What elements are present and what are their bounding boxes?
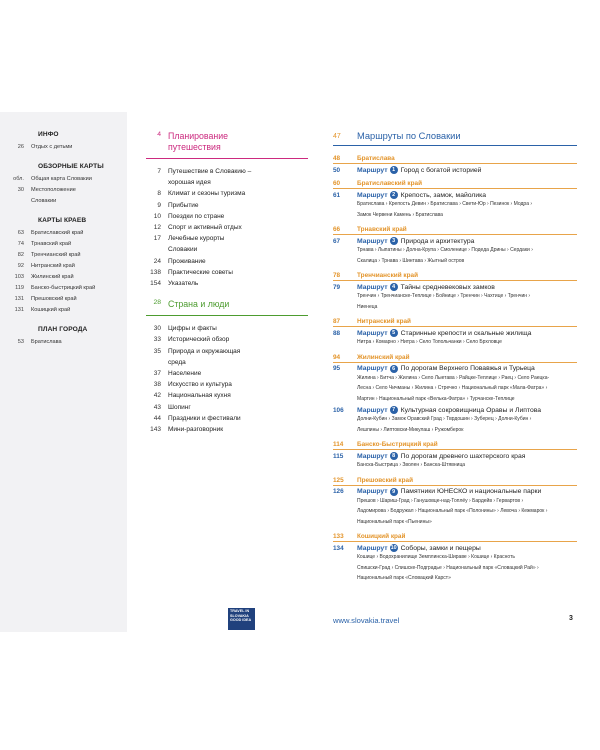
toc-entry[interactable] [146,256,308,267]
route-page: 126 [333,488,344,495]
region-page: 125 [333,476,344,484]
region-block [333,533,577,584]
toc-entry-label: Словакии [168,246,198,254]
routes-heading [333,131,577,146]
routes-heading-title: Маршруты по Словакии [357,131,461,141]
route-page: 95 [333,365,341,372]
plan-section-page: 4 [157,131,161,138]
index-entry-page: 131 [14,296,24,302]
index-entry[interactable] [0,142,127,153]
travel-in-slovakia-logo: TRAVEL IN SLOVAKIA GOOD IDEA [228,608,255,630]
index-entry-label: Банско-быстрицкий край [31,285,96,291]
route-entry[interactable] [333,406,577,414]
index-section-heading: КАРТЫ КРАЕВ [38,217,87,224]
toc-entry[interactable] [146,244,308,255]
route-label: Маршрут [357,237,388,245]
toc-entry-page: 30 [153,325,161,333]
toc-entry-label: Проживание [168,257,206,265]
toc-entry-label: Указатель [168,280,199,288]
route-number-badge: 1 [390,166,398,174]
toc-entry-label: Мини-разговорник [168,426,224,434]
route-places: Банска-Быстрица › Зволен › Банска-Штявница [357,462,466,468]
region-page: 114 [333,441,344,448]
land-section-title: Страна и люди [168,299,230,310]
toc-entry[interactable] [146,390,308,401]
index-entry[interactable] [0,261,127,272]
route-label: Маршрут [357,166,388,174]
region-name: Кошицкий край [357,533,406,540]
route-entry[interactable] [333,488,577,496]
region-heading[interactable] [333,354,577,363]
region-page: 94 [333,353,341,361]
regions-list [333,155,577,584]
route-places: Национальный парк «Словацкий Карст» [357,575,451,581]
toc-entry-label: Спорт и активный отдых [168,224,242,232]
route-title: Тайны средневековых замков [400,283,495,291]
toc-entry-page: 7 [157,168,161,175]
route-places: Мартин › Национальный парк «Велька-Фатра» › Турчанске-Теплице [357,395,515,402]
toc-entry-label: Путешествие в Словакию – [168,168,252,175]
index-entry[interactable] [0,337,127,348]
route-page: 79 [333,283,341,291]
region-name: Тренчианский край [357,272,419,279]
index-section-heading: ПЛАН ГОРОДА [38,326,88,333]
routes-heading-page: 47 [333,132,341,140]
route-places: Ниенеца [357,303,378,310]
toc-entry-page: 24 [153,257,161,265]
plan-items [146,166,308,289]
route-places: Трнава › Лыпатины › Долна-Крупа › Смоленице › Подеда Дрины › Сердаки › [357,247,533,253]
index-entry-label: Нитранский край [31,263,75,269]
region-heading[interactable] [333,533,577,542]
toc-entry-label: Население [168,370,202,378]
route-number-badge: 6 [390,365,398,373]
route-label: Маршрут [357,283,388,291]
toc-entry-label: Праздники и фестивали [168,414,241,422]
region-page: 60 [333,180,341,187]
index-entry-label: Братиславский край [31,230,84,236]
index-entry-page: 119 [15,285,24,291]
region-heading[interactable] [333,441,577,450]
toc-entry-page: 38 [153,381,161,389]
toc-entry-label: Искусство и культура [168,381,232,389]
index-entry[interactable] [0,174,127,185]
left-index [0,131,127,358]
region-heading[interactable] [333,155,577,164]
region-page: 78 [333,272,341,279]
index-section-heading: ИНФО [38,131,59,138]
route-places: Лесна › Село Чичманы › Жилина › Стречно › Национальный парк «Мала-Фатра» › [357,385,548,391]
index-entry[interactable] [0,283,127,294]
toc-entry-page: 43 [153,403,161,411]
route-title: Культурная сокровищница Оравы и Липтова [400,406,542,414]
region-name: Трнавский край [357,226,407,233]
region-name: Прешовский край [357,476,414,484]
route-places: Долни-Кубин › Замок Оравский Град › Тврдошин › Зуберец › Долни-Кубин › [357,416,532,422]
route-title: Город с богатой историей [400,166,482,174]
toc-entry-page: 8 [157,190,161,198]
route-entry[interactable] [333,166,577,174]
toc-entry[interactable] [146,188,308,199]
toc-entry[interactable] [146,200,308,211]
route-places: Национальный парк «Пьенины» [357,518,432,525]
route-number-badge: 7 [390,406,398,414]
region-name: Братислава [357,155,395,162]
route-number-badge: 3 [390,237,398,245]
index-entry-page: 103 [14,274,24,280]
middle-column [146,131,308,435]
toc-entry-page [146,244,168,255]
index-entry-label: Словакии [31,198,57,204]
index-entry-page: 92 [17,263,24,269]
route-entry[interactable] [333,544,577,552]
toc-entry-label: Прибытие [168,201,199,209]
route-entry[interactable] [333,191,577,199]
index-entry-label: Отдых с детьми [31,144,73,150]
route-places: Замок Червени Камень › Братислава [357,211,443,218]
route-label: Маршрут [357,488,388,495]
route-title: По дорогам Верхнего Повавжья и Турьеца [400,365,535,372]
toc-entry[interactable] [146,402,308,413]
land-items [146,323,308,435]
index-entry-label: Трнавский край [31,241,72,247]
route-entry[interactable] [333,329,577,337]
index-entry-page: 63 [17,230,24,236]
toc-entry-page: 12 [153,224,161,232]
route-entry[interactable] [333,237,577,245]
route-entry[interactable] [333,452,577,460]
route-places: Спишски-Град › Спишске-Подградье › Национальный парк «Словацкий Рай» › [357,564,539,571]
route-places: Жилина › Битча › Жилина › Село Лыетава › Райцке-Теплице › Раец › Село Раецка- [357,374,550,381]
toc-entry-label: Природа и окружающая [168,347,241,355]
toc-entry[interactable] [146,278,308,289]
route-title: По дорогам древнего шахтерского края [400,452,526,460]
route-label: Маршрут [357,544,388,552]
index-entry-page: 131 [14,307,24,313]
region-block [333,477,577,528]
index-entry[interactable] [0,272,127,283]
region-name: Нитранский край [357,318,411,325]
region-name: Жилинский край [357,353,410,361]
route-number-badge: 9 [390,488,398,496]
route-label: Маршрут [357,365,388,372]
route-label: Маршрут [357,406,388,414]
toc-entry-page: 44 [153,414,161,422]
toc-entry[interactable] [146,177,308,188]
region-heading[interactable] [333,226,577,235]
toc-entry[interactable] [146,166,308,177]
region-page: 48 [333,155,341,162]
region-block [333,318,577,348]
index-entry-page: 26 [17,144,24,150]
index-section-heading: ОБЗОРНЫЕ КАРТЫ [38,163,104,170]
index-entry-label: Прешовский край [31,296,77,302]
route-places: Ладомирова › Бодружал › Национальный парк «Полонины» › Левоча › Кежмарок › [357,508,548,514]
route-number-badge: 10 [390,545,397,551]
toc-entry[interactable] [146,424,308,435]
route-page: 61 [333,191,341,199]
index-entry-label: Кошицкий край [31,307,71,313]
region-heading[interactable] [333,477,577,486]
toc-entry[interactable] [146,222,308,233]
toc-entry[interactable] [146,334,308,345]
region-heading[interactable] [333,180,577,189]
toc-entry-page: 154 [150,280,161,288]
toc-entry-label: хорошая идея [168,179,211,187]
region-block [333,155,577,174]
index-section [0,131,127,153]
toc-entry-label: Практические советы [168,268,233,276]
toc-entry-label: Национальная кухня [168,392,231,400]
route-page: 106 [333,406,344,414]
region-heading[interactable] [333,318,577,327]
region-page: 66 [333,226,341,233]
route-places: Братислава › Крепость Девин › Братислава › Свети-Юр › Пезинок › Модра › [357,201,533,207]
toc-entry-page [146,357,168,368]
index-entry-page: 74 [17,241,24,247]
toc-entry-label: Климат и сезоны туризма [168,190,246,198]
region-name: Братиславский край [357,180,423,187]
toc-entry-label: Исторический обзор [168,336,230,344]
route-number-badge: 2 [390,191,398,199]
index-entry[interactable] [0,196,127,207]
toc-entry-page: 33 [153,336,161,344]
toc-entry-label: среда [168,358,186,366]
toc-entry[interactable] [146,413,308,424]
toc-entry-page: 17 [153,235,161,243]
index-section [0,163,127,207]
toc-entry[interactable] [146,346,308,357]
toc-entry[interactable] [146,379,308,390]
route-places: Нитра › Комарно › Нитра › Село Топольчанки › Село Брхловце [357,339,502,345]
toc-entry-page: 42 [153,392,161,400]
toc-entry[interactable] [146,357,308,368]
toc-entry-label: Лечебные курорты [168,235,225,243]
index-entry-label: Тренчианский край [31,252,81,258]
index-entry[interactable] [0,185,127,196]
route-page: 67 [333,237,341,245]
index-entry[interactable] [0,294,127,305]
route-places: Тренчин › Тренчианске-Теплице › Бойнице › Тренчин › Чахтице › Тренчин › [357,293,531,299]
index-entry-page: 82 [17,252,24,258]
route-entry[interactable] [333,365,577,373]
route-places: Скалица › Трнава › Шинтава › Жытный остров [357,257,465,264]
route-label: Маршрут [357,452,388,460]
route-title: Природа и архитектура [400,237,475,245]
index-entry[interactable] [0,228,127,239]
route-page: 50 [333,166,341,174]
region-page: 87 [333,318,341,325]
route-places: Прешов › Шариш-Град › Ганушовце-над-Топлёу › Бардейв › Гервартов › [357,497,524,504]
index-section [0,326,127,348]
toc-entry[interactable] [146,211,308,222]
index-entry-label: Братислава [31,339,62,345]
toc-entry-page: 143 [150,426,161,434]
route-number-badge: 4 [390,283,398,291]
route-label: Маршрут [357,329,388,337]
index-entry[interactable] [0,250,127,261]
index-section [0,217,127,316]
toc-entry-page: 9 [157,201,161,209]
index-entry-page: 30 [17,187,24,193]
region-heading[interactable] [333,272,577,281]
toc-entry[interactable] [146,368,308,379]
route-label: Маршрут [357,191,388,199]
route-page: 88 [333,329,341,337]
toc-entry[interactable] [146,233,308,244]
toc-entry-page: 10 [153,212,161,220]
route-places: Лешпины › Липтовски-Микулаш › Ружомберок [357,426,464,433]
index-entry-page [0,196,31,207]
region-page: 133 [333,533,344,540]
region-block [333,354,577,436]
land-section-page: 28 [153,299,161,307]
route-title: Старинные крепости и скальные жилища [400,329,532,337]
route-number-badge: 5 [390,329,398,337]
route-title: Соборы, замки и пещеры [400,544,481,552]
toc-entry-page [146,177,168,188]
index-entry-page: 53 [17,339,24,345]
region-block [333,226,577,266]
toc-entry-page: 138 [150,268,161,276]
website-url[interactable]: www.slovakia.travel [333,616,400,625]
routes-column [333,131,577,590]
toc-entry-label: Цифры и факты [168,325,217,333]
index-entry-label: Общая карта Словакии [31,176,92,182]
land-section-heading [146,299,308,316]
route-number-badge: 8 [390,452,398,460]
toc-entry-label: Шопинг [168,403,191,411]
index-entry-label: Местоположение [31,187,76,193]
route-page: 115 [333,452,344,460]
route-title: Крепость, замок, майолика [400,191,487,199]
route-places: Кошице › Водохранилище Земплинска-Шираве › Кошице › Красноть [357,554,515,560]
plan-section-title: Планирование путешествия [168,131,229,152]
page-number: 3 [569,615,573,622]
toc-entry-page: 37 [153,370,161,378]
index-entry-page: обл. [13,176,24,182]
index-entry[interactable] [0,239,127,250]
region-block [333,180,577,220]
index-entry-label: Жилинский край [31,274,74,280]
route-page: 134 [333,544,344,552]
toc-entry-label: Поездки по стране [168,212,225,220]
toc-entry[interactable] [146,267,308,278]
region-block [333,441,577,471]
index-entry[interactable] [0,305,127,316]
route-entry[interactable] [333,283,577,291]
plan-section-heading [146,131,308,159]
region-name: Банско-Быстрицкий край [357,441,438,448]
region-block [333,272,577,312]
toc-entry[interactable] [146,323,308,334]
route-title: Памятники ЮНЕСКО и национальные парки [400,488,542,495]
toc-entry-page: 35 [153,347,161,355]
